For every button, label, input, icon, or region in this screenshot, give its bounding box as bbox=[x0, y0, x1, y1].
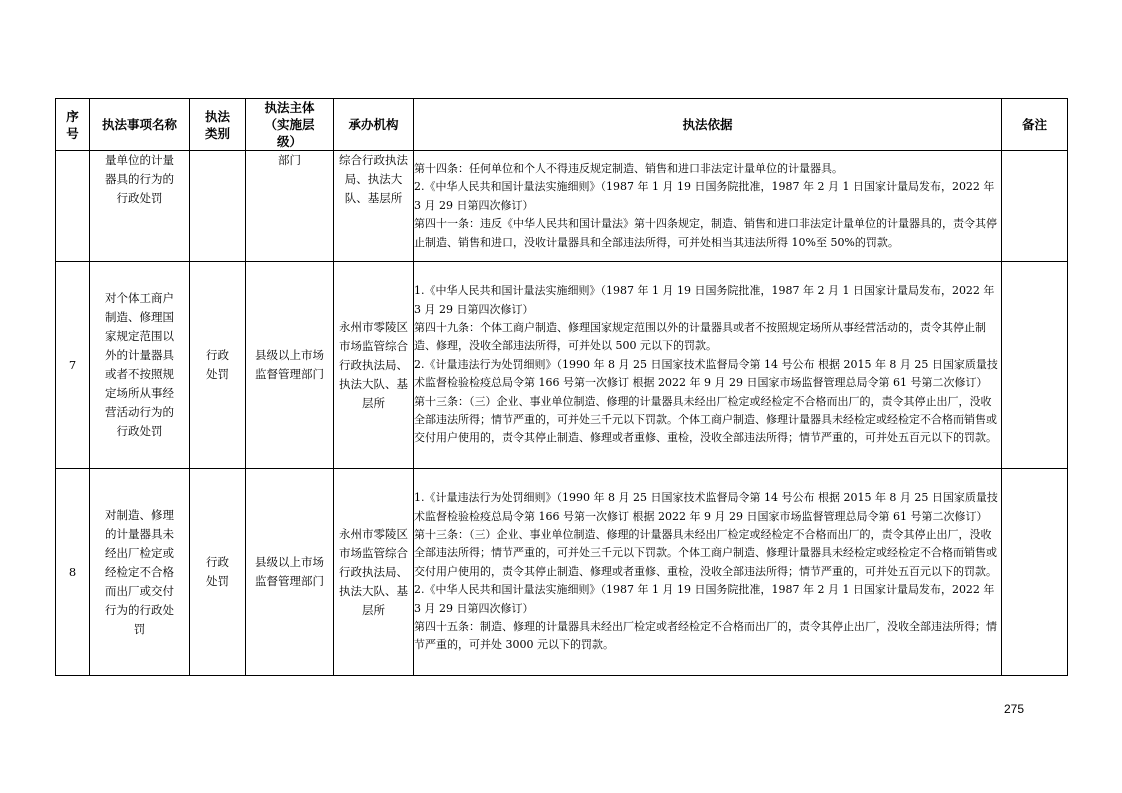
basis-paragraph: 2.《中华人民共和国计量法实施细则》（1987 年 1 月 19 日国务院批准，1987 年 2 月 1 日国家计量局发布，2022 年 3 月 29 日第四次修订） bbox=[414, 180, 995, 212]
header-remark: 备注 bbox=[1002, 99, 1068, 151]
cell-basis bbox=[414, 262, 1002, 469]
cell-remark bbox=[1002, 262, 1068, 469]
cell-basis bbox=[414, 469, 1002, 676]
header-category: 执法类别 bbox=[190, 99, 246, 151]
cell-org: 永州市零陵区市场监管综合行政执法局、执法大队、基层所 bbox=[334, 469, 414, 676]
cell-category: 行政处罚 bbox=[190, 262, 246, 469]
cell-subject: 县级以上市场监督管理部门 bbox=[246, 262, 334, 469]
basis-paragraph: 第四十五条：制造、修理的计量器具未经出厂检定或者经检定不合格而出厂的，责令其停止出厂，没收全部违法所得；情节严重的，可并处 3000 元以下的罚款。 bbox=[414, 620, 997, 652]
header-org: 承办机构 bbox=[334, 99, 414, 151]
cell-name: 量单位的计量器具的行为的行政处罚 bbox=[90, 151, 190, 262]
header-seq: 序号 bbox=[56, 99, 90, 151]
cell-org: 综合行政执法局、执法大队、基层所 bbox=[334, 151, 414, 262]
cell-category bbox=[190, 151, 246, 262]
cell-seq bbox=[56, 151, 90, 262]
basis-paragraph: 第四十九条：个体工商户制造、修理国家规定范围以外的计量器具或者不按照规定场所从事经营活动的，责令其停止制造、修理，没收全部违法所得，可并处以 500 元以下的罚款。 bbox=[414, 320, 986, 353]
header-name: 执法事项名称 bbox=[90, 99, 190, 151]
cell-remark bbox=[1002, 151, 1068, 262]
cell-basis bbox=[414, 151, 1002, 262]
page-number: 275 bbox=[1004, 702, 1025, 716]
cell-seq: 8 bbox=[56, 469, 90, 676]
basis-paragraph: 2.《计量违法行为处罚细则》（1990 年 8 月 25 日国家技术监督局令第 14 号公布 根据 2015 年 8 月 25 日国家质量技术监督检验检疫总局令第 166 号第一次修订 根据 2022 年 9 月 29 日国家市场监督管理总局令第 61 号第二次修订） bbox=[414, 357, 998, 390]
header-basis: 执法依据 bbox=[414, 99, 1002, 151]
cell-category: 行政处罚 bbox=[190, 469, 246, 676]
cell-org: 永州市零陵区市场监管综合行政执法局、执法大队、基层所 bbox=[334, 262, 414, 469]
header-row bbox=[56, 99, 1068, 151]
table-row bbox=[56, 151, 1068, 262]
table-row bbox=[56, 262, 1068, 469]
basis-paragraph: 第四十一条：违反《中华人民共和国计量法》第十四条规定，制造、销售和进口非法定计量单位的计量器具的，责令其停止制造、销售和进口，没收计量器具和全部违法所得，可并处相当其违法所得 10%至 50%的罚款。 bbox=[414, 217, 997, 249]
law-enforcement-table bbox=[55, 98, 1068, 676]
basis-paragraph: 第十三条：（三）企业、事业单位制造、修理的计量器具未经出厂检定或经检定不合格而出厂的，责令其停止出厂，没收全部违法所得；情节严重的，可并处三千元以下罚款。个体工商户制造、修理计量器具未经检定或经检定不合格而销售或交付用户使用的，责令其停止制造、修理或者重修、重检，没收全部违法所得；情节严重的，可并处五百元以下的罚款。 bbox=[414, 394, 997, 445]
cell-seq: 7 bbox=[56, 262, 90, 469]
basis-paragraph: 2.《中华人民共和国计量法实施细则》（1987 年 1 月 19 日国务院批准，1987 年 2 月 1 日国家计量局发布，2022 年 3 月 29 日第四次修订） bbox=[414, 583, 995, 615]
table-row bbox=[56, 469, 1068, 676]
cell-subject: 部门 bbox=[246, 151, 334, 262]
cell-subject: 县级以上市场监督管理部门 bbox=[246, 469, 334, 676]
cell-name: 对制造、修理的计量器具未经出厂检定或经检定不合格而出厂或交付行为的行政处罚 bbox=[90, 469, 190, 676]
cell-name: 对个体工商户制造、修理国家规定范围以外的计量器具或者不按照规定场所从事经营活动行为的行政处罚 bbox=[90, 262, 190, 469]
basis-paragraph: 1.《计量违法行为处罚细则》（1990 年 8 月 25 日国家技术监督局令第 14 号公布 根据 2015 年 8 月 25 日国家质量技术监督检验检疫总局令第 166 号第一次修订 根据 2022 年 9 月 29 日国家市场监督管理总局令第 61 号第二次修订） bbox=[414, 491, 998, 523]
cell-remark bbox=[1002, 469, 1068, 676]
header-subject: 执法主体（实施层级） bbox=[246, 99, 334, 151]
basis-paragraph: 第十四条：任何单位和个人不得违反规定制造、销售和进口非法定计量单位的计量器具。 bbox=[414, 161, 843, 175]
basis-paragraph: 第十三条：（三）企业、事业单位制造、修理的计量器具未经出厂检定或经检定不合格而出厂的，责令其停止出厂，没收全部违法所得；情节严重的，可并处三千元以下罚款。个体工商户制造、修理计量器具未经检定或经检定不合格而销售或交付用户使用的，责令其停止制造、修理或者重修、重检，没收全部违法所得；情节严重的，可并处五百元以下的罚款。 bbox=[414, 527, 997, 578]
basis-paragraph: 1.《中华人民共和国计量法实施细则》（1987 年 1 月 19 日国务院批准，1987 年 2 月 1 日国家计量局发布，2022 年 3 月 29 日第四次修订） bbox=[414, 284, 995, 316]
